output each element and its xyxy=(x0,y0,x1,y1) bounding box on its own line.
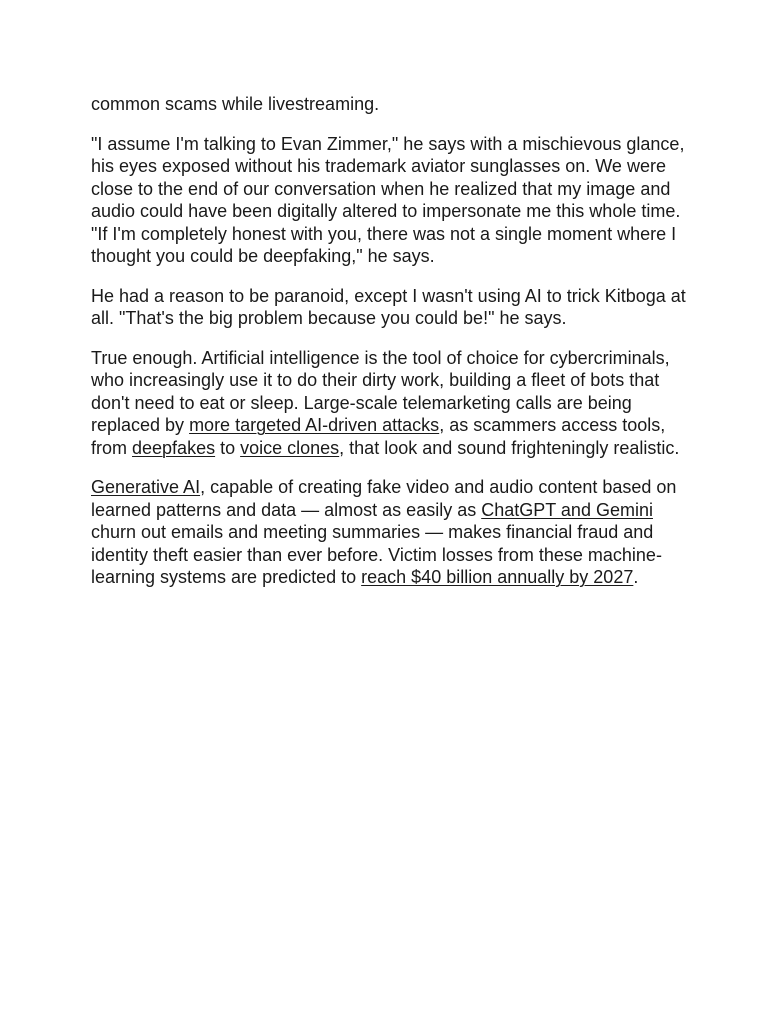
paragraph-text: churn out emails and meeting summaries — makes financial fraud and identity theft easier than ever before. Victim losses from these machine-learning systems are predicted to xyxy=(91,522,662,587)
paragraph-text: , as scammers access tools, from xyxy=(91,415,666,458)
link-voice-clones[interactable]: voice clones xyxy=(240,437,340,458)
link-chatgpt-gemini[interactable]: ChatGPT and Gemini xyxy=(481,499,653,520)
paragraph-text: . xyxy=(633,567,639,587)
paragraph-text: common scams while livestreaming. xyxy=(91,94,380,114)
paragraph-text: , capable of creating fake video and audio content based on learned patterns and data — almost as easily as xyxy=(91,477,677,520)
paragraph-text: "I assume I'm talking to Evan Zimmer," he says with a mischievous glance, his eyes exposed without his trademark aviator sunglasses on. We were close to the end of our conversation when he realized that my image and audio could have been digitally altered to impersonate me this whole time. "If I'm completely honest with you, there was not a single moment where I thought you could be deepfaking," he says. xyxy=(91,133,685,266)
paragraph-text: to xyxy=(215,437,241,458)
paragraph-evan-zimmer-quote xyxy=(91,133,688,268)
paragraph-text: , that look and sound frighteningly realistic. xyxy=(339,437,680,458)
link-targeted-ai-attacks[interactable]: more targeted AI-driven attacks xyxy=(189,415,440,435)
paragraph-ai-cybercriminals xyxy=(91,347,688,460)
paragraph-text: He had a reason to be paranoid, except I wasn't using AI to trick Kitboga at all. "That's the big problem because you could be!" he says. xyxy=(91,285,686,328)
link-deepfakes[interactable]: deepfakes xyxy=(132,437,216,458)
link-40-billion-2027[interactable]: reach $40 billion annually by 2027 xyxy=(361,567,634,587)
paragraph-generative-ai xyxy=(91,476,688,589)
paragraph-livestream-scams xyxy=(91,93,688,116)
link-generative-ai[interactable]: Generative AI xyxy=(91,477,201,497)
paragraph-text: True enough. Artificial intelligence is the tool of choice for cybercriminals, who increasingly use it to do their dirty work, building a fleet of bots that don't need to eat or sleep. Large-scale telemarketing calls are being replaced by xyxy=(91,347,670,435)
paragraph-paranoid xyxy=(91,285,688,330)
